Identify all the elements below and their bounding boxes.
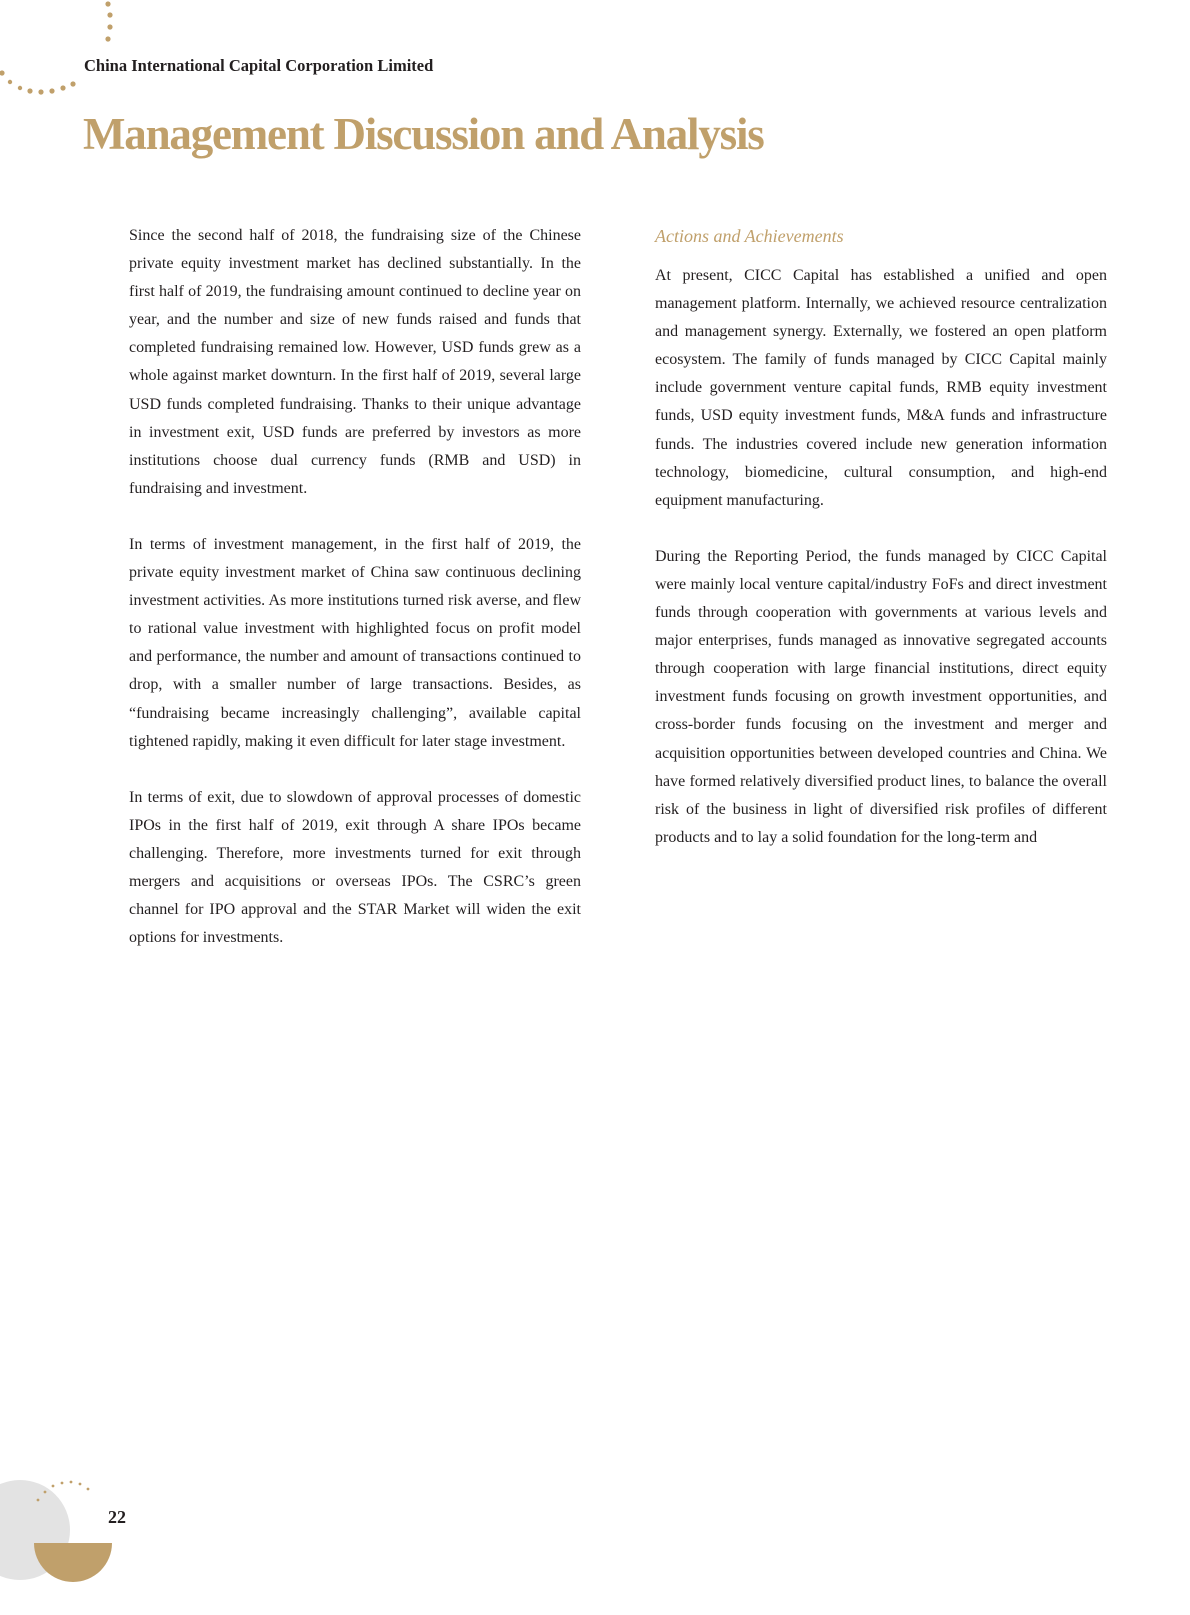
decorative-dots-top (0, 0, 140, 110)
left-column (129, 222, 581, 980)
page-number: 22 (108, 1507, 126, 1527)
section-subheading: Actions and Achievements (655, 226, 844, 246)
paragraph: At present, CICC Capital has established a unified and open management platform. Internally, we achieved resource centralization and management synergy. Externally, we fostered an open platform ecosystem. The family of funds managed by CICC Capital mainly include government venture capital funds, RMB equity investment funds, USD equity investment funds, M&A funds and infrastructure funds. The industries covered include new generation information technology, biomedicine, cultural consumption, and high-end equipment manufacturing. (655, 267, 1107, 509)
company-name: China International Capital Corporation Limited (84, 56, 434, 75)
paragraph: In terms of investment management, in the first half of 2019, the private equity investment market of China saw continuous declining investment activities. As more institutions turned risk averse, and flew to rational value investment with highlighted focus on profit model and performance, the number and amount of transactions continued to drop, with a smaller number of large transactions. Besides, as “fundraising became increasingly challenging”, available capital tightened rapidly, making it even difficult for later stage investment. (129, 535, 581, 750)
paragraph: Since the second half of 2018, the fundraising size of the Chinese private equity investment market has declined substantially. In the first half of 2019, the fundraising amount continued to decline year on year, and the number and size of new funds raised and funds that completed fundraising remained low. However, USD funds grew as a whole against market downturn. In the first half of 2019, several large USD funds completed fundraising. Thanks to their unique advantage in investment exit, USD funds are preferred by investors as more institutions choose dual currency funds (RMB and USD) in fundraising and investment. (129, 227, 581, 497)
decorative-circles-bottom (0, 1470, 130, 1615)
page-title: Management Discussion and Analysis (83, 109, 764, 159)
paragraph: During the Reporting Period, the funds managed by CICC Capital were mainly local venture capital/industry FoFs and direct investment funds through cooperation with governments at various levels and major enterprises, funds managed as innovative segregated accounts through cooperation with large financial institutions, direct equity investment funds focusing on growth investment opportunities, and cross-border funds focusing on the investment and merger and acquisition opportunities between developed countries and China. We have formed relatively diversified product lines, to balance the overall risk of the business in light of diversified risk profiles of different products and to lay a solid foundation for the long-term and (655, 547, 1107, 846)
paragraph: In terms of exit, due to slowdown of approval processes of domestic IPOs in the first half of 2019, exit through A share IPOs became challenging. Therefore, more investments turned for exit through mergers and acquisitions or overseas IPOs. The CSRC’s green channel for IPO approval and the STAR Market will widen the exit options for investments. (129, 788, 581, 947)
right-column (655, 222, 1107, 880)
